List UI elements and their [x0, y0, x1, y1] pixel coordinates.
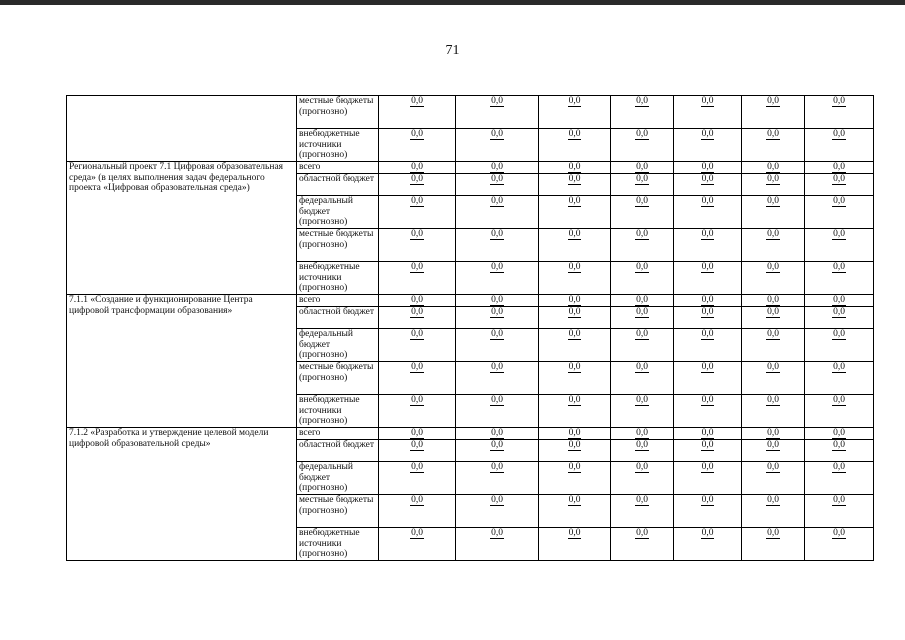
- amount-cell: [379, 362, 456, 395]
- amount-cell: [674, 395, 742, 428]
- amount-cell: [379, 440, 456, 462]
- amount-value: 0,0: [491, 495, 503, 505]
- amount-value: 0,0: [833, 528, 845, 538]
- amount-value: 0,0: [636, 196, 648, 206]
- amount-value: 0,0: [491, 395, 503, 405]
- amount-cell: [742, 295, 805, 307]
- amount-cell: [805, 229, 874, 262]
- amount-cell: [539, 495, 611, 528]
- amount-cell: [674, 262, 742, 295]
- amount-value: 0,0: [701, 528, 714, 538]
- amount-cell: [805, 428, 874, 440]
- amount-cell: [805, 295, 874, 307]
- amount-value: 0,0: [568, 329, 581, 339]
- amount-value: 0,0: [701, 162, 714, 172]
- amount-value: 0,0: [568, 395, 581, 405]
- amount-cell: [456, 395, 539, 428]
- amount-value: 0,0: [636, 162, 648, 172]
- amount-value: 0,0: [701, 440, 714, 450]
- funding-source-cell: областной бюджет: [297, 307, 379, 329]
- funding-source-cell: местные бюджеты (прогнозно): [297, 96, 379, 129]
- amount-value: 0,0: [491, 262, 503, 272]
- amount-value: 0,0: [411, 295, 423, 305]
- amount-cell: [539, 229, 611, 262]
- amount-value: 0,0: [833, 162, 845, 172]
- amount-value: 0,0: [411, 196, 423, 206]
- table-row: [67, 428, 874, 440]
- funding-source-cell: всего: [297, 162, 379, 174]
- amount-value: 0,0: [491, 528, 503, 538]
- amount-cell: [379, 528, 456, 561]
- amount-value: 0,0: [411, 174, 423, 184]
- funding-source-cell: местные бюджеты (прогнозно): [297, 495, 379, 528]
- table-row: [67, 96, 874, 129]
- amount-cell: [805, 329, 874, 362]
- amount-cell: [456, 329, 539, 362]
- amount-value: 0,0: [833, 307, 845, 317]
- project-name-cell: Региональный проект 7.1 Цифровая образовательная среда» (в целях выполнения задач федерального проекта «Цифровая образовательная среда»): [67, 162, 297, 295]
- amount-value: 0,0: [701, 295, 714, 305]
- amount-value: 0,0: [411, 229, 423, 239]
- amount-value: 0,0: [767, 428, 779, 438]
- amount-value: 0,0: [411, 440, 423, 450]
- amount-cell: [379, 329, 456, 362]
- amount-cell: [379, 295, 456, 307]
- amount-cell: [742, 96, 805, 129]
- amount-cell: [611, 428, 674, 440]
- amount-cell: [742, 428, 805, 440]
- amount-value: 0,0: [568, 262, 581, 272]
- amount-cell: [539, 262, 611, 295]
- amount-cell: [674, 329, 742, 362]
- amount-cell: [456, 162, 539, 174]
- amount-value: 0,0: [636, 462, 648, 472]
- amount-value: 0,0: [833, 395, 845, 405]
- amount-value: 0,0: [833, 196, 845, 206]
- amount-value: 0,0: [491, 440, 503, 450]
- amount-value: 0,0: [701, 229, 714, 239]
- amount-value: 0,0: [767, 329, 779, 339]
- amount-cell: [674, 196, 742, 229]
- amount-cell: [611, 395, 674, 428]
- amount-cell: [456, 96, 539, 129]
- funding-source-cell: федеральный бюджет (прогнозно): [297, 329, 379, 362]
- funding-source-cell: внебюджетные источники (прогнозно): [297, 528, 379, 561]
- project-name-cell: 7.1.2 «Разработка и утверждение целевой модели цифровой образовательной среды»: [67, 428, 297, 561]
- amount-value: 0,0: [568, 528, 581, 538]
- amount-cell: [539, 428, 611, 440]
- amount-value: 0,0: [701, 395, 714, 405]
- amount-value: 0,0: [701, 262, 714, 272]
- amount-value: 0,0: [636, 307, 648, 317]
- amount-cell: [611, 162, 674, 174]
- amount-cell: [611, 129, 674, 162]
- amount-value: 0,0: [701, 495, 714, 505]
- amount-cell: [379, 174, 456, 196]
- amount-value: 0,0: [701, 174, 714, 184]
- amount-cell: [742, 129, 805, 162]
- amount-value: 0,0: [767, 229, 779, 239]
- amount-cell: [805, 362, 874, 395]
- amount-value: 0,0: [701, 428, 714, 438]
- amount-cell: [611, 462, 674, 495]
- funding-source-cell: областной бюджет: [297, 440, 379, 462]
- amount-value: 0,0: [767, 162, 779, 172]
- amount-value: 0,0: [767, 440, 779, 450]
- table-row: [67, 162, 874, 174]
- amount-value: 0,0: [411, 462, 423, 472]
- budget-table-body: [67, 96, 874, 561]
- amount-cell: [379, 262, 456, 295]
- amount-value: 0,0: [491, 428, 503, 438]
- amount-value: 0,0: [767, 295, 779, 305]
- funding-source-cell: областной бюджет: [297, 174, 379, 196]
- amount-cell: [674, 362, 742, 395]
- amount-value: 0,0: [491, 196, 503, 206]
- amount-cell: [456, 229, 539, 262]
- amount-cell: [805, 129, 874, 162]
- amount-cell: [674, 495, 742, 528]
- amount-cell: [456, 196, 539, 229]
- amount-value: 0,0: [568, 129, 581, 139]
- amount-cell: [742, 495, 805, 528]
- amount-cell: [611, 362, 674, 395]
- amount-value: 0,0: [636, 440, 648, 450]
- amount-cell: [742, 462, 805, 495]
- amount-value: 0,0: [767, 96, 779, 106]
- amount-cell: [539, 174, 611, 196]
- amount-value: 0,0: [767, 307, 779, 317]
- amount-value: 0,0: [833, 174, 845, 184]
- amount-cell: [805, 395, 874, 428]
- amount-cell: [379, 307, 456, 329]
- amount-value: 0,0: [833, 329, 845, 339]
- amount-value: 0,0: [491, 362, 503, 372]
- amount-cell: [456, 362, 539, 395]
- amount-cell: [805, 440, 874, 462]
- amount-cell: [611, 196, 674, 229]
- amount-cell: [674, 162, 742, 174]
- funding-source-cell: внебюджетные источники (прогнозно): [297, 262, 379, 295]
- amount-cell: [742, 362, 805, 395]
- amount-cell: [742, 174, 805, 196]
- amount-cell: [611, 329, 674, 362]
- amount-cell: [456, 462, 539, 495]
- amount-value: 0,0: [767, 262, 779, 272]
- amount-cell: [611, 528, 674, 561]
- amount-value: 0,0: [491, 329, 503, 339]
- amount-cell: [805, 528, 874, 561]
- amount-cell: [379, 428, 456, 440]
- amount-value: 0,0: [411, 162, 423, 172]
- amount-value: 0,0: [701, 307, 714, 317]
- amount-cell: [539, 395, 611, 428]
- amount-cell: [539, 129, 611, 162]
- amount-cell: [742, 329, 805, 362]
- amount-value: 0,0: [636, 129, 648, 139]
- amount-value: 0,0: [833, 428, 845, 438]
- page-number: 71: [445, 43, 460, 58]
- amount-value: 0,0: [767, 462, 779, 472]
- amount-value: 0,0: [767, 528, 779, 538]
- amount-cell: [539, 528, 611, 561]
- amount-value: 0,0: [491, 96, 503, 106]
- amount-cell: [611, 440, 674, 462]
- amount-value: 0,0: [411, 96, 423, 106]
- amount-cell: [379, 462, 456, 495]
- amount-value: 0,0: [491, 462, 503, 472]
- amount-value: 0,0: [411, 362, 423, 372]
- amount-cell: [456, 129, 539, 162]
- amount-value: 0,0: [767, 196, 779, 206]
- amount-cell: [674, 428, 742, 440]
- amount-value: 0,0: [411, 129, 423, 139]
- amount-cell: [674, 229, 742, 262]
- budget-table: [66, 95, 874, 561]
- amount-value: 0,0: [636, 528, 648, 538]
- amount-cell: [742, 395, 805, 428]
- amount-value: 0,0: [568, 196, 581, 206]
- amount-cell: [539, 462, 611, 495]
- amount-value: 0,0: [833, 462, 845, 472]
- amount-cell: [742, 162, 805, 174]
- amount-cell: [674, 440, 742, 462]
- amount-value: 0,0: [568, 495, 581, 505]
- project-name-cell: 7.1.1 «Создание и функционирование Центра цифровой трансформации образования»: [67, 295, 297, 428]
- amount-value: 0,0: [411, 495, 423, 505]
- amount-value: 0,0: [701, 362, 714, 372]
- amount-value: 0,0: [411, 428, 423, 438]
- amount-value: 0,0: [411, 262, 423, 272]
- amount-value: 0,0: [411, 307, 423, 317]
- amount-cell: [611, 307, 674, 329]
- amount-value: 0,0: [568, 462, 581, 472]
- table-row: [67, 295, 874, 307]
- amount-cell: [539, 440, 611, 462]
- amount-value: 0,0: [833, 129, 845, 139]
- amount-value: 0,0: [833, 262, 845, 272]
- amount-cell: [539, 162, 611, 174]
- amount-cell: [379, 395, 456, 428]
- funding-source-cell: местные бюджеты (прогнозно): [297, 362, 379, 395]
- amount-value: 0,0: [701, 329, 714, 339]
- amount-cell: [805, 96, 874, 129]
- amount-value: 0,0: [568, 96, 581, 106]
- amount-cell: [674, 129, 742, 162]
- amount-cell: [456, 295, 539, 307]
- amount-cell: [742, 528, 805, 561]
- scan-top-edge: [0, 0, 905, 5]
- amount-value: 0,0: [767, 174, 779, 184]
- amount-value: 0,0: [767, 362, 779, 372]
- amount-cell: [456, 262, 539, 295]
- amount-value: 0,0: [833, 495, 845, 505]
- amount-value: 0,0: [636, 495, 648, 505]
- amount-cell: [456, 428, 539, 440]
- amount-value: 0,0: [491, 295, 503, 305]
- amount-cell: [379, 495, 456, 528]
- amount-cell: [742, 196, 805, 229]
- amount-cell: [539, 329, 611, 362]
- amount-cell: [674, 462, 742, 495]
- amount-value: 0,0: [491, 307, 503, 317]
- amount-cell: [805, 307, 874, 329]
- amount-value: 0,0: [636, 395, 648, 405]
- funding-source-cell: внебюджетные источники (прогнозно): [297, 395, 379, 428]
- amount-cell: [742, 307, 805, 329]
- amount-value: 0,0: [568, 162, 581, 172]
- project-name-cell: [67, 96, 297, 162]
- amount-cell: [611, 262, 674, 295]
- amount-value: 0,0: [701, 96, 714, 106]
- amount-value: 0,0: [491, 229, 503, 239]
- amount-value: 0,0: [833, 295, 845, 305]
- amount-value: 0,0: [833, 362, 845, 372]
- amount-value: 0,0: [833, 96, 845, 106]
- amount-value: 0,0: [701, 129, 714, 139]
- amount-cell: [379, 162, 456, 174]
- amount-cell: [539, 196, 611, 229]
- amount-value: 0,0: [636, 295, 648, 305]
- amount-value: 0,0: [491, 129, 503, 139]
- amount-value: 0,0: [491, 174, 503, 184]
- amount-value: 0,0: [568, 229, 581, 239]
- amount-value: 0,0: [701, 462, 714, 472]
- amount-cell: [674, 295, 742, 307]
- amount-value: 0,0: [767, 495, 779, 505]
- amount-value: 0,0: [767, 395, 779, 405]
- amount-value: 0,0: [568, 362, 581, 372]
- amount-cell: [805, 162, 874, 174]
- amount-cell: [611, 495, 674, 528]
- funding-source-cell: внебюджетные источники (прогнозно): [297, 129, 379, 162]
- amount-value: 0,0: [701, 196, 714, 206]
- amount-cell: [611, 295, 674, 307]
- amount-cell: [539, 362, 611, 395]
- amount-cell: [379, 196, 456, 229]
- amount-value: 0,0: [568, 428, 581, 438]
- amount-value: 0,0: [767, 129, 779, 139]
- amount-value: 0,0: [568, 295, 581, 305]
- amount-cell: [379, 229, 456, 262]
- amount-value: 0,0: [411, 395, 423, 405]
- amount-cell: [456, 495, 539, 528]
- funding-source-cell: федеральный бюджет (прогнозно): [297, 196, 379, 229]
- amount-value: 0,0: [636, 428, 648, 438]
- amount-cell: [742, 440, 805, 462]
- amount-cell: [674, 528, 742, 561]
- amount-value: 0,0: [833, 440, 845, 450]
- funding-source-cell: всего: [297, 295, 379, 307]
- amount-cell: [805, 196, 874, 229]
- amount-value: 0,0: [636, 362, 648, 372]
- amount-value: 0,0: [411, 329, 423, 339]
- amount-value: 0,0: [636, 96, 648, 106]
- amount-value: 0,0: [568, 307, 581, 317]
- amount-cell: [456, 307, 539, 329]
- amount-cell: [611, 174, 674, 196]
- amount-cell: [456, 440, 539, 462]
- amount-value: 0,0: [636, 229, 648, 239]
- funding-source-cell: местные бюджеты (прогнозно): [297, 229, 379, 262]
- amount-cell: [539, 307, 611, 329]
- amount-cell: [379, 129, 456, 162]
- amount-value: 0,0: [568, 440, 581, 450]
- amount-value: 0,0: [833, 229, 845, 239]
- amount-cell: [379, 96, 456, 129]
- amount-cell: [674, 174, 742, 196]
- amount-value: 0,0: [636, 329, 648, 339]
- amount-cell: [805, 262, 874, 295]
- amount-cell: [611, 96, 674, 129]
- amount-cell: [805, 462, 874, 495]
- amount-value: 0,0: [411, 528, 423, 538]
- amount-cell: [674, 307, 742, 329]
- amount-cell: [456, 174, 539, 196]
- funding-source-cell: федеральный бюджет (прогнозно): [297, 462, 379, 495]
- funding-source-cell: всего: [297, 428, 379, 440]
- amount-value: 0,0: [636, 262, 648, 272]
- amount-cell: [539, 295, 611, 307]
- amount-cell: [674, 96, 742, 129]
- amount-value: 0,0: [491, 162, 503, 172]
- amount-cell: [539, 96, 611, 129]
- amount-cell: [611, 229, 674, 262]
- amount-value: 0,0: [636, 174, 648, 184]
- amount-value: 0,0: [568, 174, 581, 184]
- amount-cell: [742, 229, 805, 262]
- amount-cell: [456, 528, 539, 561]
- amount-cell: [742, 262, 805, 295]
- amount-cell: [805, 495, 874, 528]
- amount-cell: [805, 174, 874, 196]
